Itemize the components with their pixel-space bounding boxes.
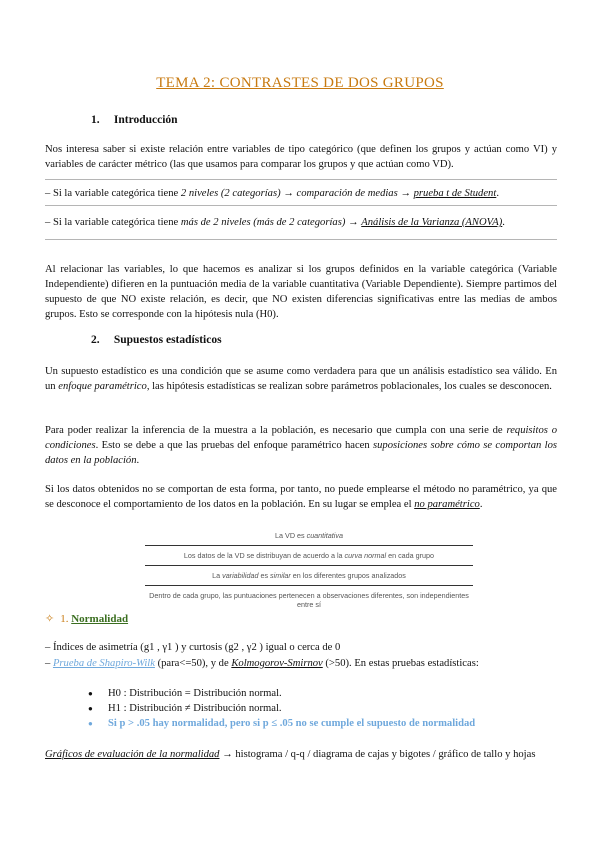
section-2-title: Supuestos estadísticos xyxy=(113,334,222,346)
cell-text: es xyxy=(258,571,271,580)
line-end: . xyxy=(496,188,499,199)
relation-paragraph: Al relacionar las variables, lo que hacemos es analizar si los grupos definidos en la variable categórica (Variable Independiente) difieren en la puntuación media de la variable cuantitativa (Variable Dependiente). Siempre partimos del supuesto de que NO existe relación, es decir, que NO existen diferencias significativas entre las medias de ambos grupos. Esto se corresponde con la hipótesis nula (H0). xyxy=(45,264,557,320)
skew-kurtosis-line: – Índices de asimetría (g1 , γ1 ) y curtosis (g2 , γ2 ) igual o cerca de 0 xyxy=(45,642,341,653)
requirements-emphasis: requisitos o condiciones xyxy=(45,425,558,451)
section-1-number: 1. xyxy=(91,114,100,126)
more-levels-line xyxy=(45,215,557,230)
text-span: . Esto se debe a que las pruebas del enfoque paramétrico hacen xyxy=(95,440,373,451)
list-item: ● H0 : Distribución = Distribución normal. xyxy=(88,686,475,701)
cell-emphasis: cuantitativa xyxy=(306,531,343,540)
line-prefix: – Si la variable categórica tiene xyxy=(45,217,181,228)
shapiro-wilk-link: Prueba de Shapiro-Wilk xyxy=(52,658,155,669)
cell-emphasis: curva normal xyxy=(344,551,387,560)
comparison-text: comparación de medias xyxy=(296,188,398,199)
two-levels-line xyxy=(45,186,557,201)
text-span: (>50). En estas pruebas estadísticas: xyxy=(322,658,479,669)
arrow-icon: → xyxy=(397,188,414,199)
cell-emphasis: variabilidad xyxy=(222,571,259,580)
normality-tests-line xyxy=(45,656,557,671)
text-span: – xyxy=(45,658,53,669)
levels-text: 2 niveles (2 categorías) xyxy=(180,188,281,199)
table-row: Dentro de cada grupo, las puntuaciones pertenecen a observaciones diferentes, son independientes entre sí xyxy=(149,591,469,609)
arrow-icon: → xyxy=(345,217,362,228)
diamond-icon: ✧ xyxy=(45,613,55,625)
divider-line xyxy=(45,205,557,206)
section-1-title: Introducción xyxy=(113,114,178,126)
normality-heading xyxy=(45,612,128,627)
document-title: TEMA 2: CONTRASTES DE DOS GRUPOS xyxy=(156,75,444,91)
section-1-heading xyxy=(91,113,178,128)
text-span: → histograma / q-q / diagrama de cajas y bigotes / gráfico de tallo y hojas xyxy=(219,749,536,760)
text-span: Para poder realizar la inferencia de la muestra a la población, es necesario que cumpla con una serie de xyxy=(45,425,507,436)
line-end: . xyxy=(502,217,505,228)
levels-text: más de 2 niveles (más de 2 categorías) xyxy=(180,217,346,228)
text-span: . xyxy=(136,455,140,466)
text-span: Un supuesto estadístico es una condición que se asume como verdadera para que un análisis estadístico sea válido. En un xyxy=(45,366,557,392)
anova-link: Análisis de la Varianza (ANOVA) xyxy=(361,217,503,228)
table-row xyxy=(145,526,473,546)
nonparametric-link: no paramétrico xyxy=(414,499,480,510)
table-row xyxy=(145,566,473,586)
normality-label: Normalidad xyxy=(71,613,129,625)
arrow-icon: → xyxy=(280,188,297,199)
section-2-heading xyxy=(91,333,222,348)
text-span: (para<=50), y de xyxy=(154,658,232,669)
cell-text: Los datos de la VD se distribuyan de acuerdo a la xyxy=(183,551,345,560)
normality-graphs-line xyxy=(45,747,557,762)
cell-text: La VD es xyxy=(275,531,307,540)
nonparametric-paragraph xyxy=(45,482,557,512)
assumption-paragraph xyxy=(45,364,557,394)
divider-line xyxy=(45,239,557,240)
inference-paragraph xyxy=(45,423,557,468)
kolmogorov-smirnov-link: Kolmogorov-Smirnov xyxy=(231,658,323,669)
assumptions-table xyxy=(145,526,473,614)
normality-number: 1. xyxy=(60,613,69,625)
suppositions-emphasis: suposiciones sobre cómo se comportan los datos en la población xyxy=(45,440,557,466)
cell-text: La xyxy=(212,571,223,580)
list-item: ● H1 : Distribución ≠ Distribución normal. xyxy=(88,701,475,716)
cell-text: en cada grupo xyxy=(386,551,435,560)
divider-line xyxy=(45,179,557,180)
t-test-link: prueba t de Student xyxy=(413,188,497,199)
intro-paragraph: Nos interesa saber si existe relación entre variables de tipo categórico (que definen los grupos y actúan como VI) y variables de carácter métrico (las que usamos para comparar los grupos y que actúan como VD). xyxy=(45,144,557,170)
section-2-number: 2. xyxy=(91,334,100,346)
text-span: Si los datos obtenidos no se comportan de esta forma, por tanto, no puede emplearse el método no paramétrico, ya que se desconoce el comportamiento de los datos en la población. En su lugar se emplea el xyxy=(45,484,557,510)
line-prefix: – Si la variable categórica tiene xyxy=(45,188,181,199)
graphs-label: Gráficos de evaluación de la normalidad xyxy=(45,749,220,760)
text-span: . xyxy=(479,499,483,510)
hypothesis-list xyxy=(88,686,475,731)
table-row xyxy=(145,546,473,566)
text-span: , las hipótesis estadísticas se realizan sobre parámetros poblacionales, los cuales se desconocen. xyxy=(146,381,552,392)
parametric-emphasis: enfoque paramétrico xyxy=(58,381,147,392)
list-item: ● Si p > .05 hay normalidad, pero si p ≤ .05 no se cumple el supuesto de normalidad xyxy=(88,716,475,731)
cell-text: en los diferentes grupos analizados xyxy=(290,571,406,580)
cell-emphasis: similar xyxy=(270,571,291,580)
